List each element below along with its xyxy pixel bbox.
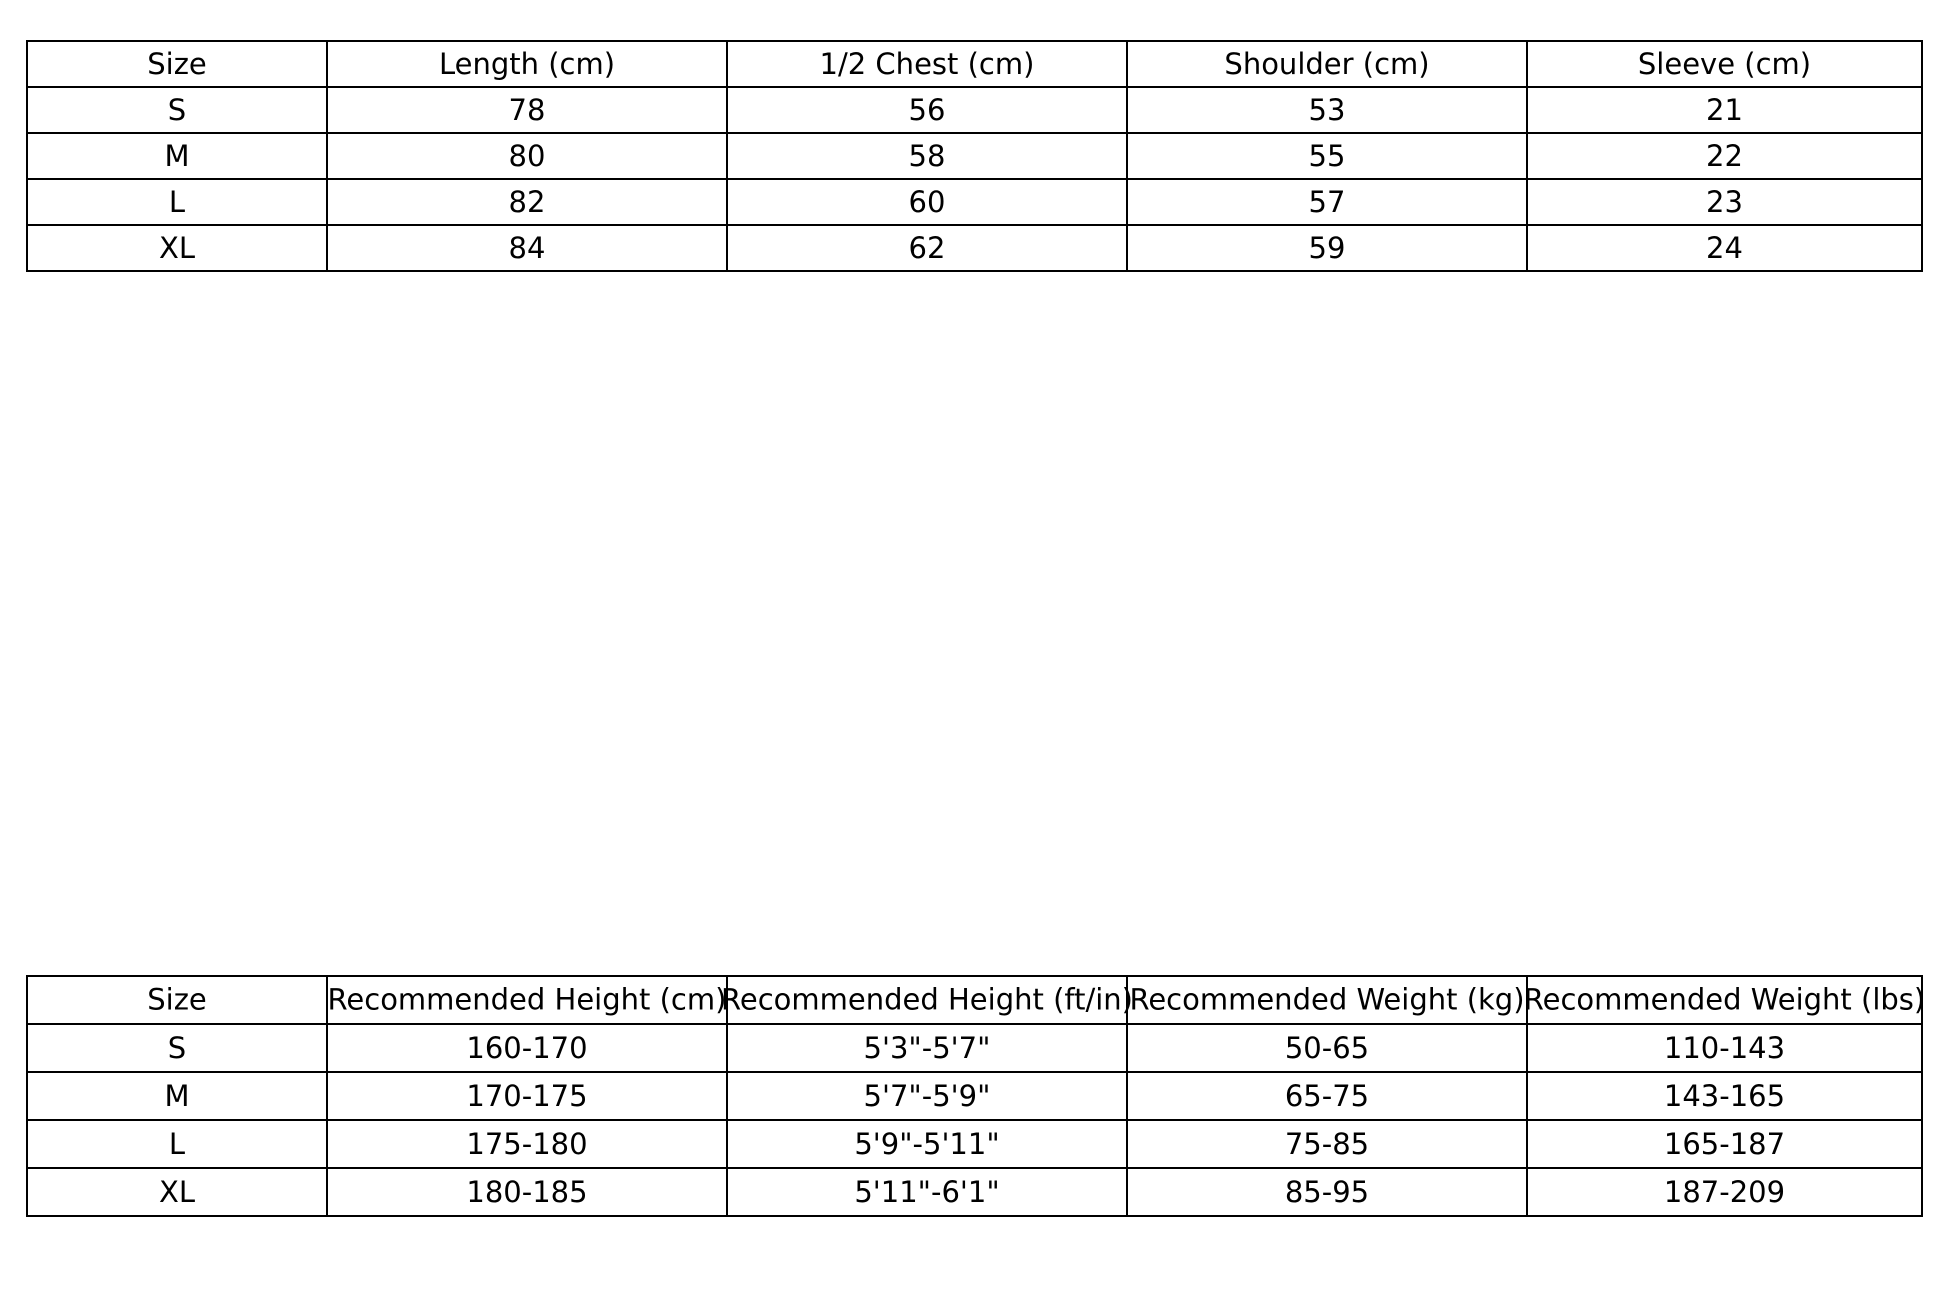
table-row [27,179,1922,225]
column-header-half-chest: 1/2 Chest (cm) [727,41,1127,87]
cell-length: 84 [327,225,727,271]
column-header-shoulder: Shoulder (cm) [1127,41,1527,87]
cell-height-cm: 160-170 [327,1024,727,1072]
cell-half-chest: 56 [727,87,1127,133]
cell-shoulder: 55 [1127,133,1527,179]
column-header-sleeve: Sleeve (cm) [1527,41,1922,87]
column-header-weight-kg [1127,976,1527,1024]
cell-weight-lbs: 187-209 [1527,1168,1922,1216]
table-header-row [27,41,1922,87]
cell-size: L [27,1120,327,1168]
cell-half-chest: 62 [727,225,1127,271]
cell-shoulder: 59 [1127,225,1527,271]
table-header-row [27,976,1922,1024]
column-header-height-cm-label: Recommended Height (cm) [327,982,727,1017]
cell-weight-kg: 75-85 [1127,1120,1527,1168]
garment-measurements-table [26,40,1923,272]
cell-half-chest: 60 [727,179,1127,225]
cell-height-ftin: 5'7"-5'9" [727,1072,1127,1120]
cell-size: M [27,133,327,179]
table-row [27,1072,1922,1120]
table-row [27,225,1922,271]
cell-size: L [27,179,327,225]
cell-size: XL [27,1168,327,1216]
table-row [27,1024,1922,1072]
table-row [27,1120,1922,1168]
cell-height-ftin: 5'9"-5'11" [727,1120,1127,1168]
cell-weight-lbs: 143-165 [1527,1072,1922,1120]
column-header-size: Size [27,41,327,87]
cell-sleeve: 23 [1527,179,1922,225]
cell-shoulder: 57 [1127,179,1527,225]
column-header-weight-lbs [1523,976,1926,1024]
cell-size: M [27,1072,327,1120]
cell-size: S [27,1024,327,1072]
cell-half-chest: 58 [727,133,1127,179]
cell-height-cm: 180-185 [327,1168,727,1216]
cell-sleeve: 22 [1527,133,1922,179]
table-row [27,133,1922,179]
column-header-height-ftin [721,976,1133,1024]
column-header-weight-lbs-label: Recommended Weight (lbs) [1523,982,1926,1017]
table-row [27,1168,1922,1216]
cell-size: S [27,87,327,133]
cell-size: XL [27,225,327,271]
column-header-weight-kg-label: Recommended Weight (kg) [1129,982,1525,1017]
cell-weight-lbs: 165-187 [1527,1120,1922,1168]
column-header-size [27,976,327,1024]
cell-height-ftin: 5'11"-6'1" [727,1168,1127,1216]
cell-length: 80 [327,133,727,179]
cell-sleeve: 24 [1527,225,1922,271]
cell-weight-kg: 65-75 [1127,1072,1527,1120]
cell-shoulder: 53 [1127,87,1527,133]
column-header-height-ftin-label: Recommended Height (ft/in) [721,982,1133,1017]
cell-weight-lbs: 110-143 [1527,1024,1922,1072]
cell-height-ftin: 5'3"-5'7" [727,1024,1127,1072]
cell-sleeve: 21 [1527,87,1922,133]
cell-length: 82 [327,179,727,225]
cell-height-cm: 175-180 [327,1120,727,1168]
column-header-length: Length (cm) [327,41,727,87]
cell-weight-kg: 85-95 [1127,1168,1527,1216]
fit-recommendation-table [26,975,1926,1217]
cell-weight-kg: 50-65 [1127,1024,1527,1072]
column-header-size-label: Size [147,982,207,1017]
cell-length: 78 [327,87,727,133]
table-row [27,87,1922,133]
cell-height-cm: 170-175 [327,1072,727,1120]
column-header-height-cm [327,976,727,1024]
